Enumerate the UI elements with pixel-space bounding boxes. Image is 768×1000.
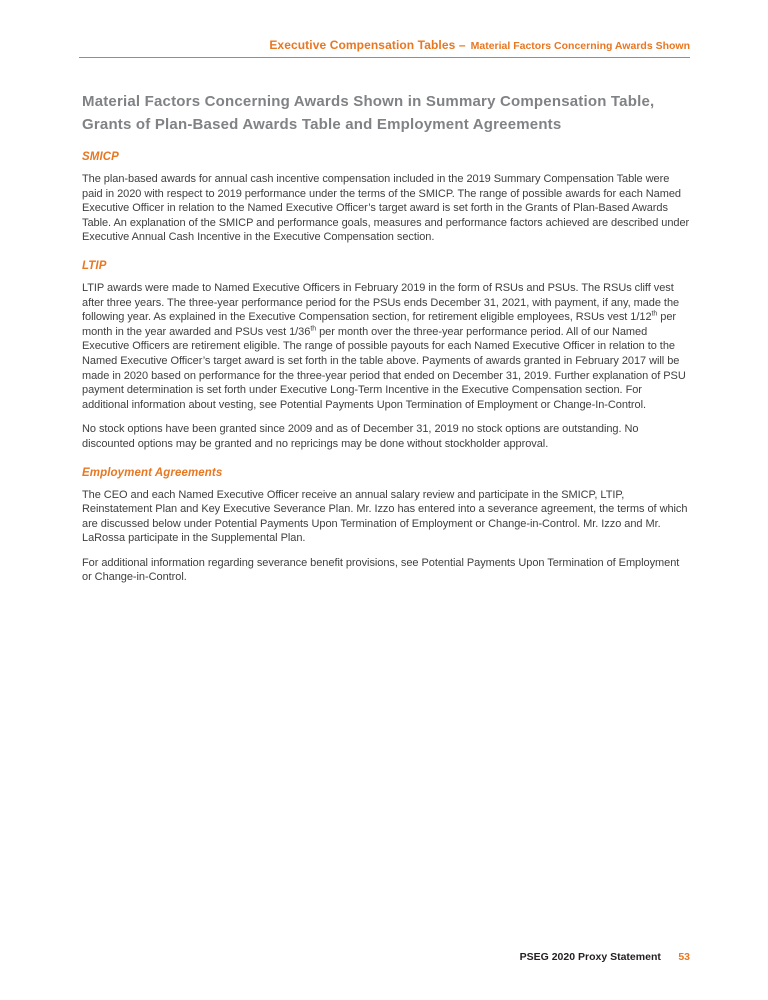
page-number: 53 (678, 951, 690, 963)
employment-paragraph-1: The CEO and each Named Executive Officer receive an annual salary review and participate in the SMICP, LTIP, Reinstatement Plan and Key Executive Severance Plan. Mr. Izzo has entered into a severance agreement, the terms of which are discussed below under Potential Payments Upon Termination of Employment or Change-in-Control. Mr. Izzo and Mr. LaRossa participate in the Supplemental Plan. (82, 488, 688, 545)
smicp-paragraph: The plan-based awards for annual cash incentive compensation included in the 2019 Summary Compensation Table were paid in 2020 with respect to 2019 performance under the terms of the SMICP. The range of possible awards for each Named Executive Officer in relation to the Named Executive Officer’s target award is set forth in the Grants of Plan-Based Awards Table. An explanation of the SMICP and performance goals, measures and performance factors achieved are described under Executive Annual Cash Incentive in the Executive Compensation section. (82, 173, 690, 244)
employment-paragraph-2: For additional information regarding severance benefit provisions, see Potential Payments Upon Termination of Employment or Change-in-Control. (82, 556, 680, 584)
ltip-paragraph-1-text: LTIP awards were made to Named Executive Officers in February 2019 in the form of RSUs and PSUs. The RSUs cliff vest after three years. The three-year performance period for the PSUs ends December 31, 2021, with payment, if any, made the following year. As explained in the Executive Compensation section, for retirement eligible employees, RSUs vest 1/12 (82, 281, 680, 324)
content-column (82, 91, 690, 585)
ltip-paragraph-2: No stock options have been granted since 2009 and as of December 31, 2019 no stock options are outstanding. No discounted options may be granted and no repricings may be done without stockholder approval. (82, 423, 639, 450)
ltip-paragraph-1-text: per month in the year awarded and PSUs vest 1/36 (82, 311, 677, 338)
ltip-paragraph-1 (82, 281, 690, 412)
section-heading-ltip: LTIP (82, 259, 107, 272)
section-heading-smicp: SMICP (82, 151, 119, 163)
ltip-paragraph-1-text: per month over the three-year performance period. All of our Named Executive Officers are retirement eligible. The range of possible payouts for each Named Executive Officer in relation to the Named Executive Officer’s target award is set forth in the table above. Payments of awards granted in February 2017 will be made in 2020 based on performance for the three-year period that ended on December 31, 2019. Further explanation of PSU payment determination is set forth under Executive Long-Term Incentive in the Executive Compensation section. For additional information about vesting, see Potential Payments Upon Termination of Employment or Change-In-Control. (82, 325, 686, 411)
header-section-title: Executive Compensation Tables – (269, 38, 466, 52)
header-subsection-title: Material Factors Concerning Awards Shown (470, 40, 690, 52)
page-title: Material Factors Concerning Awards Shown in Summary Compensation Table, Grants of Plan-Based Awards Table and Employment Agreements (82, 93, 655, 133)
ordinal-superscript: th (310, 325, 317, 333)
ordinal-superscript: th (651, 310, 658, 318)
running-header (79, 36, 690, 58)
section-heading-employment-agreements: Employment Agreements (82, 466, 223, 479)
page-footer (520, 947, 690, 965)
footer-document-title: PSEG 2020 Proxy Statement (519, 951, 661, 963)
